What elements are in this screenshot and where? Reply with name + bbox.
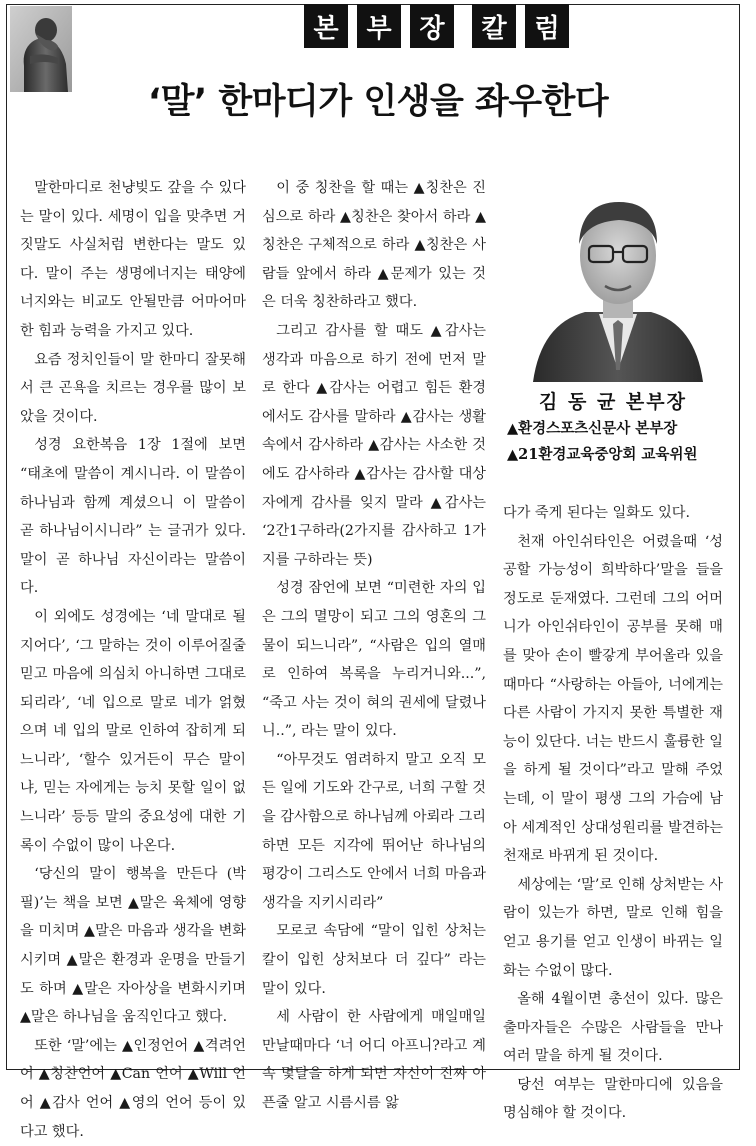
paragraph: 성경 잠언에 보면 “미련한 자의 입은 그의 멸망이 되고 그의 영혼의 그물이 되느니라”, “사람은 입의 열매로 인하여 복록을 누리거니와...”, “죽고 사는 것이 혀의 권세에 달렸나니..”, 라는 말이 있다.	[262, 580, 486, 740]
author-byline	[503, 388, 723, 468]
paragraph: “아무것도 염려하지 말고 오직 모든 일에 기도와 간구로, 너희 구할 것을 감사함으로 하나님께 아뢰라 그리하면 모든 지각에 뛰어난 하나님의 평강이 그리스도 안에서 너희 마음과 생각을 지키시리라”	[262, 751, 486, 911]
paragraph: 말한마디로 천냥빚도 갚을 수 있다는 말이 있다. 세명이 입을 맞추면 거짓말도 사실처럼 변한다는 말도 있다. 말이 주는 생명에너지는 태양에너지와는 비교도 안될만큼 어마어마한 힘과 능력을 가지고 있다.	[20, 180, 246, 339]
author-role: ▲환경스포츠신문사 본부장	[507, 420, 678, 437]
column-banner-char: 본	[304, 4, 348, 48]
article-headline: ‘말’ 한마디가 인생을 좌우한다	[147, 82, 609, 122]
column-banner-char: 럼	[525, 4, 569, 48]
column-banner-char: 부	[357, 4, 401, 48]
paragraph: 당선 여부는 말한마디에 있음을 명심해야 할 것이다.	[503, 1076, 723, 1122]
paragraph: 그리고 감사를 할 때도 ▲감사는 생각과 마음으로 하기 전에 먼저 말로 한다 ▲감사는 어렵고 힘든 환경에서도 감사를 말하라 ▲감사는 생활 속에서 감사하라 ▲감사는 사소한 것에도 감사하라 ▲감사는 감사할 대상자에게 감사를 잊지 말라 ▲감사는 ‘2간1구하라(2가지를 감사하고 1가지를 구하라는 뜻)	[262, 322, 486, 568]
text-column-1	[20, 174, 246, 1146]
author-role: ▲21환경교육중앙회 교육위원	[507, 446, 698, 463]
paragraph: 요즘 정치인들이 말 한마디 잘못해서 큰 곤욕을 치르는 경우를 많이 보았을 것이다.	[20, 351, 246, 425]
paragraph: 세상에는 ‘말’로 인해 상처받는 사람이 있는가 하면, 말로 인해 힘을 얻고 용기를 얻고 인생이 바뀌는 일화는 수없이 많다.	[503, 876, 723, 979]
column-banner-char: 칼	[472, 4, 516, 48]
text-column-3	[503, 499, 723, 1128]
paragraph: 다가 죽게 된다는 일화도 있다.	[503, 505, 691, 521]
paragraph: 천재 아인쉬타인은 어렸을때 ‘성공할 가능성이 희박하다’말을 들을 정도로 둔재였다. 그런데 그의 어머니가 아인쉬타인이 공부를 못해 매를 맞아 손이 빨갛게 부어올라 있을 때마다 “사랑하는 아들아, 너에게는 다른 사람이 가지지 못한 특별한 재능이 있단다. 너는 반드시 훌륭한 일을 하게 될 것이다”라고 말해 주었는데, 이 말이 평생 그의 가슴에 남아 세계적인 상대성원리를 발견하는 천재로 바뀌게 된 것이다.	[503, 533, 723, 865]
paragraph: 성경 요한복음 1장 1절에 보면 “태초에 말씀이 계시니라. 이 말씀이 하나님과 함께 계셨으니 이 말씀이 곧 하나님이시니라” 는 글귀가 있다. 말이 곧 하나님 자신이라는 말씀이다.	[20, 437, 246, 597]
paragraph: 올해 4월이면 총선이 있다. 많은 출마자들은 수많은 사람들을 만나 여러 말을 하게 될 것이다.	[503, 991, 723, 1065]
paragraph: ‘당신의 말이 행복을 만든다 (박필)’는 책을 보면 ▲말은 육체에 영향을 미치며 ▲말은 마음과 생각을 변화시키며 ▲말은 환경과 운명을 만들기도 하며 ▲말은 자아상을 변화시키며 ▲말은 하나님을 움직인다고 했다.	[20, 866, 246, 1026]
paragraph: 또한 ‘말’에는 ▲인정언어 ▲격려언어 ▲칭찬언어 ▲Can 언어 ▲Will 언어 ▲감사 언어 ▲영의 언어 등이 있다고 했다.	[20, 1037, 246, 1140]
author-photo	[527, 174, 709, 382]
text-column-2	[262, 174, 486, 1118]
paragraph: 모로코 속담에 “말이 입힌 상처는 칼이 입힌 상처보다 더 깊다” 라는 말이 있다.	[262, 923, 486, 997]
paragraph: 세 사람이 한 사람에게 매일매일 만날때마다 ‘너 어디 아프니?라고 계속 몇달을 하게 되면 자신이 진짜 아픈줄 알고 시름시름 앓	[262, 1009, 486, 1111]
paragraph: 이 외에도 성경에는 ‘네 말대로 될지어다’, ‘그 말하는 것이 이루어질줄 믿고 마음에 의심치 아니하면 그대로 되리라’, ‘네 입으로 말로 네가 얽혔으며 네 입의 말로 인하여 잡히게 되느니라’, ‘할수 있거든이 무슨 말이냐, 믿는 자에게는 능치 못할 일이 없느니라’ 등등 말의 중요성에 대한 기록이 수없이 많이 나온다.	[20, 608, 246, 854]
column-banner-char: 장	[410, 4, 454, 48]
author-name: 김 동 균 본부장	[539, 391, 687, 413]
paragraph: 이 중 칭찬을 할 때는 ▲칭찬은 진심으로 하라 ▲칭찬은 찾아서 하라 ▲칭찬은 구체적으로 하라 ▲칭찬은 사람들 앞에서 하라 ▲문제가 있는 것은 더욱 칭찬하라고 했다.	[262, 180, 486, 311]
